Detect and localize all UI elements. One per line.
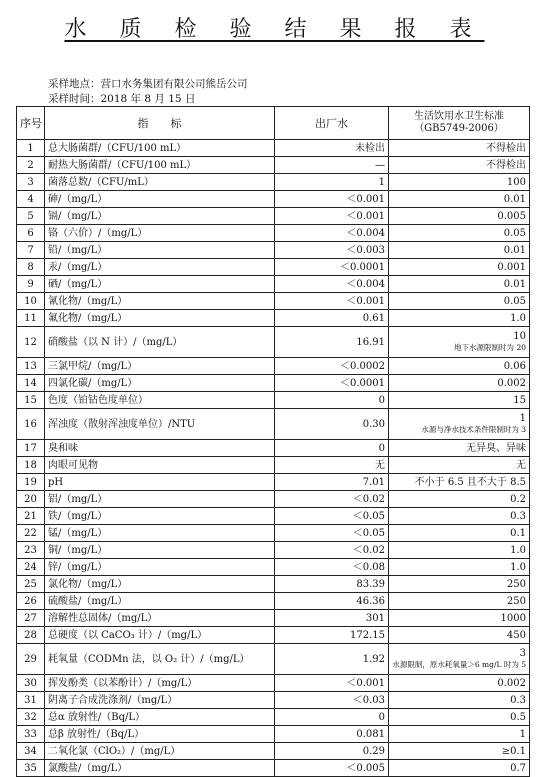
standard-value: 不小于 6.5 且不大于 8.5 xyxy=(389,474,530,491)
factory-water-value: ＜0.001 xyxy=(275,293,389,310)
table-row xyxy=(17,644,530,675)
standard-note: 地下水源限制时为 20 xyxy=(454,343,526,352)
factory-water-value: ＜0.05 xyxy=(275,508,389,525)
header-standard-code: （GB5749-2006） xyxy=(414,123,504,134)
standard-value xyxy=(389,644,530,675)
row-number: 11 xyxy=(17,310,45,327)
standard-value: 0.1 xyxy=(389,525,530,542)
factory-water-value: 未检出 xyxy=(275,140,389,157)
factory-water-value: 7.01 xyxy=(275,474,389,491)
header-standard-name: 生活饮用水卫生标准 xyxy=(414,111,504,122)
table-row xyxy=(17,392,530,409)
factory-water-value: 0.081 xyxy=(275,726,389,743)
standard-value: 0.002 xyxy=(389,375,530,392)
item-name: 锰/（mg/L） xyxy=(45,525,275,542)
item-name: 氯酸盐/（mg/L） xyxy=(45,760,275,777)
row-number: 2 xyxy=(17,157,45,174)
table-row xyxy=(17,743,530,760)
item-name: 挥发酚类（以苯酚计）/（mg/L） xyxy=(45,675,275,692)
standard-value: 0.3 xyxy=(389,508,530,525)
item-name: 三氯甲烷/（mg/L） xyxy=(45,358,275,375)
row-number: 15 xyxy=(17,392,45,409)
table-row xyxy=(17,358,530,375)
standard-value: 1000 xyxy=(389,610,530,627)
row-number: 5 xyxy=(17,208,45,225)
item-name: 锌/（mg/L） xyxy=(45,559,275,576)
standard-value: 1.0 xyxy=(389,542,530,559)
standard-value: 1 xyxy=(389,726,530,743)
row-number: 7 xyxy=(17,242,45,259)
table-row xyxy=(17,327,530,358)
standard-value: 1.0 xyxy=(389,559,530,576)
factory-water-value: 301 xyxy=(275,610,389,627)
table-row xyxy=(17,692,530,709)
row-number: 35 xyxy=(17,760,45,777)
standard-note: 水源与净水技术条件限制时为 3 xyxy=(421,425,526,434)
table-row xyxy=(17,726,530,743)
item-name: 汞/（mg/L） xyxy=(45,259,275,276)
table-row xyxy=(17,610,530,627)
row-number: 6 xyxy=(17,225,45,242)
standard-value: 0.002 xyxy=(389,675,530,692)
item-name: 氟化物/（mg/L） xyxy=(45,310,275,327)
standard-value: 不得检出 xyxy=(389,157,530,174)
factory-water-value: ＜0.08 xyxy=(275,559,389,576)
table-row xyxy=(17,593,530,610)
row-number: 22 xyxy=(17,525,45,542)
table-row xyxy=(17,491,530,508)
factory-water-value: ＜0.004 xyxy=(275,225,389,242)
table-row xyxy=(17,174,530,191)
factory-water-value: ＜0.005 xyxy=(275,760,389,777)
item-name: 铬（六价）/（mg/L） xyxy=(45,225,275,242)
table-row xyxy=(17,542,530,559)
sample-time: 采样时间：2018 年 8 月 15 日 xyxy=(48,93,196,105)
row-number: 24 xyxy=(17,559,45,576)
table-row xyxy=(17,259,530,276)
row-number: 34 xyxy=(17,743,45,760)
factory-water-value: 0 xyxy=(275,392,389,409)
standard-value: 0.005 xyxy=(389,208,530,225)
header-item: 指 标 xyxy=(45,107,275,140)
factory-water-value: 46.36 xyxy=(275,593,389,610)
item-name: 硒/（mg/L） xyxy=(45,276,275,293)
row-number: 18 xyxy=(17,457,45,474)
standard-value: 0.7 xyxy=(389,760,530,777)
factory-water-value: 无 xyxy=(275,457,389,474)
header-factory-water: 出厂水 xyxy=(275,107,389,140)
table-row xyxy=(17,440,530,457)
water-quality-table xyxy=(16,106,530,777)
standard-value: 0.05 xyxy=(389,293,530,310)
standard-value: 0.05 xyxy=(389,225,530,242)
item-name: 臭和味 xyxy=(45,440,275,457)
factory-water-value: ＜0.003 xyxy=(275,242,389,259)
item-name: pH xyxy=(45,474,275,491)
factory-water-value: ＜0.0002 xyxy=(275,358,389,375)
table-row xyxy=(17,242,530,259)
standard-value: 450 xyxy=(389,627,530,644)
row-number: 12 xyxy=(17,327,45,358)
row-number: 14 xyxy=(17,375,45,392)
row-number: 26 xyxy=(17,593,45,610)
item-name: 铜/（mg/L） xyxy=(45,542,275,559)
item-name: 总β 放射性/（Bq/L） xyxy=(45,726,275,743)
standard-value: 无异臭、异味 xyxy=(389,440,530,457)
factory-water-value: ＜0.05 xyxy=(275,525,389,542)
row-number: 9 xyxy=(17,276,45,293)
standard-value: 0.06 xyxy=(389,358,530,375)
table-row xyxy=(17,310,530,327)
factory-water-value: ＜0.02 xyxy=(275,491,389,508)
table-row xyxy=(17,276,530,293)
item-name: 肉眼可见物 xyxy=(45,457,275,474)
standard-limit: 3 xyxy=(519,648,526,659)
item-name: 耗氧量（CODMn 法，以 O₂ 计）/（mg/L） xyxy=(45,644,275,675)
table-row xyxy=(17,225,530,242)
row-number: 30 xyxy=(17,675,45,692)
row-number: 33 xyxy=(17,726,45,743)
factory-water-value: — xyxy=(275,157,389,174)
row-number: 3 xyxy=(17,174,45,191)
standard-value: 0.5 xyxy=(389,709,530,726)
item-name: 硫酸盐/（mg/L） xyxy=(45,593,275,610)
row-number: 8 xyxy=(17,259,45,276)
factory-water-value: ＜0.02 xyxy=(275,542,389,559)
standard-value: 250 xyxy=(389,593,530,610)
factory-water-value: ＜0.001 xyxy=(275,208,389,225)
standard-value: 0.01 xyxy=(389,191,530,208)
standard-value xyxy=(389,327,530,358)
row-number: 23 xyxy=(17,542,45,559)
item-name: 镉/（mg/L） xyxy=(45,208,275,225)
item-name: 四氯化碳/（mg/L） xyxy=(45,375,275,392)
standard-value: 无 xyxy=(389,457,530,474)
row-number: 31 xyxy=(17,692,45,709)
row-number: 13 xyxy=(17,358,45,375)
standard-value xyxy=(389,409,530,440)
item-name: 二氧化氯（ClO₂）/（mg/L） xyxy=(45,743,275,760)
header-standard xyxy=(389,107,530,140)
table-row xyxy=(17,559,530,576)
row-number: 29 xyxy=(17,644,45,675)
factory-water-value: ＜0.0001 xyxy=(275,375,389,392)
item-name: 铅/（mg/L） xyxy=(45,242,275,259)
standard-note: 水源限制，原水耗氧量＞6 mg/L 时为 5 xyxy=(392,660,526,669)
table-row xyxy=(17,675,530,692)
factory-water-value: 0.61 xyxy=(275,310,389,327)
factory-water-value: 172.15 xyxy=(275,627,389,644)
item-name: 菌落总数/（CFU/mL） xyxy=(45,174,275,191)
table-row xyxy=(17,457,530,474)
item-name: 砷/（mg/L） xyxy=(45,191,275,208)
factory-water-value: ＜0.03 xyxy=(275,692,389,709)
standard-value: 0.001 xyxy=(389,259,530,276)
standard-value: 15 xyxy=(389,392,530,409)
factory-water-value: ＜0.004 xyxy=(275,276,389,293)
header-no: 序号 xyxy=(17,107,45,140)
table-header-row xyxy=(17,107,530,140)
row-number: 32 xyxy=(17,709,45,726)
item-name: 铁/（mg/L） xyxy=(45,508,275,525)
table-row xyxy=(17,140,530,157)
table-row xyxy=(17,474,530,491)
table-row xyxy=(17,191,530,208)
item-name: 氯化物/（mg/L） xyxy=(45,576,275,593)
report-title: 水 质 检 验 结 果 报 表 xyxy=(64,17,485,42)
standard-value: 0.2 xyxy=(389,491,530,508)
row-number: 21 xyxy=(17,508,45,525)
table-row xyxy=(17,409,530,440)
item-name: 浑浊度（散射浑浊度单位）/NTU xyxy=(45,409,275,440)
factory-water-value: 0.29 xyxy=(275,743,389,760)
factory-water-value: ＜0.001 xyxy=(275,191,389,208)
item-name: 色度（铂钴色度单位） xyxy=(45,392,275,409)
row-number: 25 xyxy=(17,576,45,593)
standard-limit: 10 xyxy=(513,331,526,342)
item-name: 硝酸盐（以 N 计）/（mg/L） xyxy=(45,327,275,358)
standard-value: 0.01 xyxy=(389,276,530,293)
standard-limit: 1 xyxy=(519,413,526,424)
standard-value: 不得检出 xyxy=(389,140,530,157)
factory-water-value: 83.39 xyxy=(275,576,389,593)
item-name: 阴离子合成洗涤剂/（mg/L） xyxy=(45,692,275,709)
item-name: 氰化物/（mg/L） xyxy=(45,293,275,310)
row-number: 16 xyxy=(17,409,45,440)
row-number: 28 xyxy=(17,627,45,644)
standard-value: 0.01 xyxy=(389,242,530,259)
table-row xyxy=(17,293,530,310)
standard-value: 250 xyxy=(389,576,530,593)
table-row xyxy=(17,508,530,525)
item-name: 总α 放射性/（Bq/L） xyxy=(45,709,275,726)
factory-water-value: 0 xyxy=(275,709,389,726)
factory-water-value: 1.92 xyxy=(275,644,389,675)
table-row xyxy=(17,208,530,225)
factory-water-value: ＜0.001 xyxy=(275,675,389,692)
standard-value: 100 xyxy=(389,174,530,191)
item-name: 总大肠菌群/（CFU/100 mL） xyxy=(45,140,275,157)
factory-water-value: 1 xyxy=(275,174,389,191)
standard-value: 1.0 xyxy=(389,310,530,327)
table-row xyxy=(17,375,530,392)
row-number: 4 xyxy=(17,191,45,208)
table-row xyxy=(17,709,530,726)
row-number: 17 xyxy=(17,440,45,457)
table-row xyxy=(17,525,530,542)
row-number: 20 xyxy=(17,491,45,508)
item-name: 总硬度（以 CaCO₃ 计）/（mg/L） xyxy=(45,627,275,644)
row-number: 19 xyxy=(17,474,45,491)
standard-value: 0.3 xyxy=(389,692,530,709)
table-row xyxy=(17,576,530,593)
standard-value: ≥0.1 xyxy=(389,743,530,760)
item-name: 耐热大肠菌群/（CFU/100 mL） xyxy=(45,157,275,174)
table-row xyxy=(17,627,530,644)
factory-water-value: 0 xyxy=(275,440,389,457)
table-row xyxy=(17,157,530,174)
sample-location: 采样地点：营口水务集团有限公司熊岳公司 xyxy=(48,78,248,90)
factory-water-value: 0.30 xyxy=(275,409,389,440)
item-name: 溶解性总固体/（mg/L） xyxy=(45,610,275,627)
factory-water-value: 16.91 xyxy=(275,327,389,358)
row-number: 27 xyxy=(17,610,45,627)
factory-water-value: ＜0.0001 xyxy=(275,259,389,276)
row-number: 10 xyxy=(17,293,45,310)
item-name: 铝/（mg/L） xyxy=(45,491,275,508)
row-number: 1 xyxy=(17,140,45,157)
table-row xyxy=(17,760,530,777)
